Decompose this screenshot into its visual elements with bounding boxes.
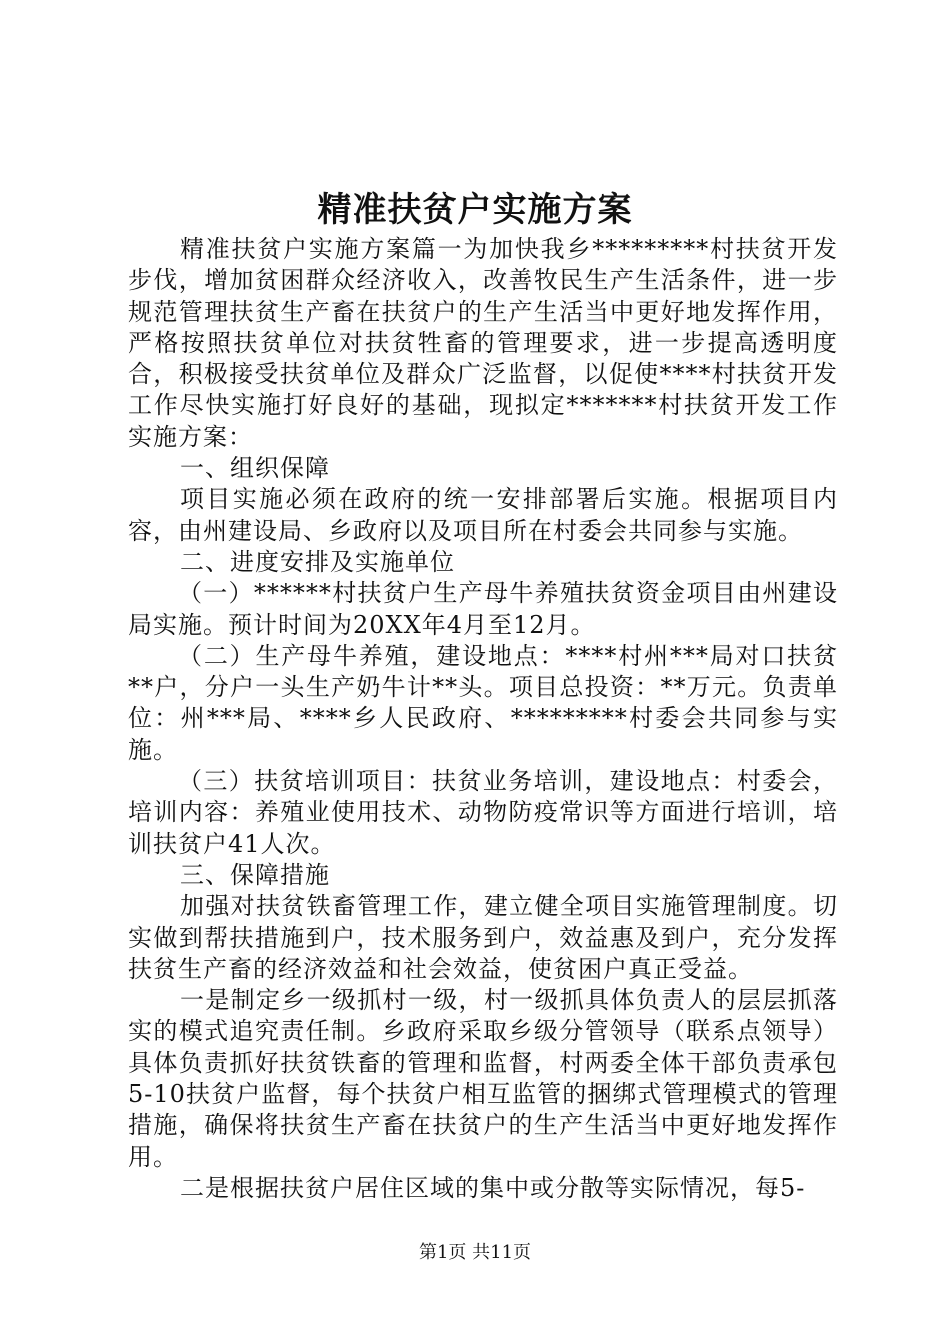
document-body <box>128 234 838 1204</box>
page-footer: 第1页 共11页 <box>418 1242 532 1263</box>
measures-paragraph: 加强对扶贫铁畜管理工作，建立健全项目实施管理制度。切实做到帮扶措施到户，技术服务到户，效益惠及到户，充分发挥扶贫生产畜的经济效益和社会效益，使贫困户真正受益。 <box>128 892 838 983</box>
section-heading-schedule: 二、进度安排及实施单位 <box>180 547 455 576</box>
schedule-item-1: （一）******村扶贫户生产母牛养殖扶贫资金项目由州建设局实施。预计时间为20XX年4月至12月。 <box>128 579 838 639</box>
section-heading-measures: 三、保障措施 <box>180 860 330 889</box>
intro-paragraph: 精准扶贫户实施方案篇一为加快我乡*********村扶贫开发步伐，增加贫困群众经济收入，改善牧民生产生活条件，进一步规范管理扶贫生产畜在扶贫户的生产生活当中更好地发挥作用，严格按照扶贫单位对扶贫牲畜的管理要求，进一步提高透明度合，积极接受扶贫单位及群众广泛监督，以促使****村扶贫开发工作尽快实施打好良好的基础，现拟定*******村扶贫开发工作实施方案： <box>128 235 838 451</box>
schedule-item-2: （二）生产母牛养殖，建设地点：****村州***局对口扶贫**户，分户一头生产奶牛计**头。项目总投资：**万元。负责单位：州***局、****乡人民政府、*********村委会共同参与实施。 <box>128 641 838 764</box>
schedule-item-3: （三）扶贫培训项目：扶贫业务培训，建设地点：村委会，培训内容：养殖业使用技术、动物防疫常识等方面进行培训，培训扶贫户41人次。 <box>128 767 838 858</box>
measure-item-1: 一是制定乡一级抓村一级，村一级抓具体负责人的层层抓落实的模式追究责任制。乡政府采取乡级分管领导（联系点领导）具体负责抓好扶贫铁畜的管理和监督，村两委全体干部负责承包5-10扶贫户监督，每个扶贫户相互监管的捆绑式管理模式的管理措施，确保将扶贫生产畜在扶贫户的生产生活当中更好地发挥作用。 <box>128 986 838 1171</box>
measure-item-2: 二是根据扶贫户居住区域的集中或分散等实际情况，每5- <box>180 1173 806 1202</box>
document-title: 精准扶贫户实施方案 <box>317 190 633 230</box>
section-heading-organization: 一、组织保障 <box>180 454 330 483</box>
organization-paragraph: 项目实施必须在政府的统一安排部署后实施。根据项目内容，由州建设局、乡政府以及项目所在村委会共同参与实施。 <box>128 485 838 545</box>
